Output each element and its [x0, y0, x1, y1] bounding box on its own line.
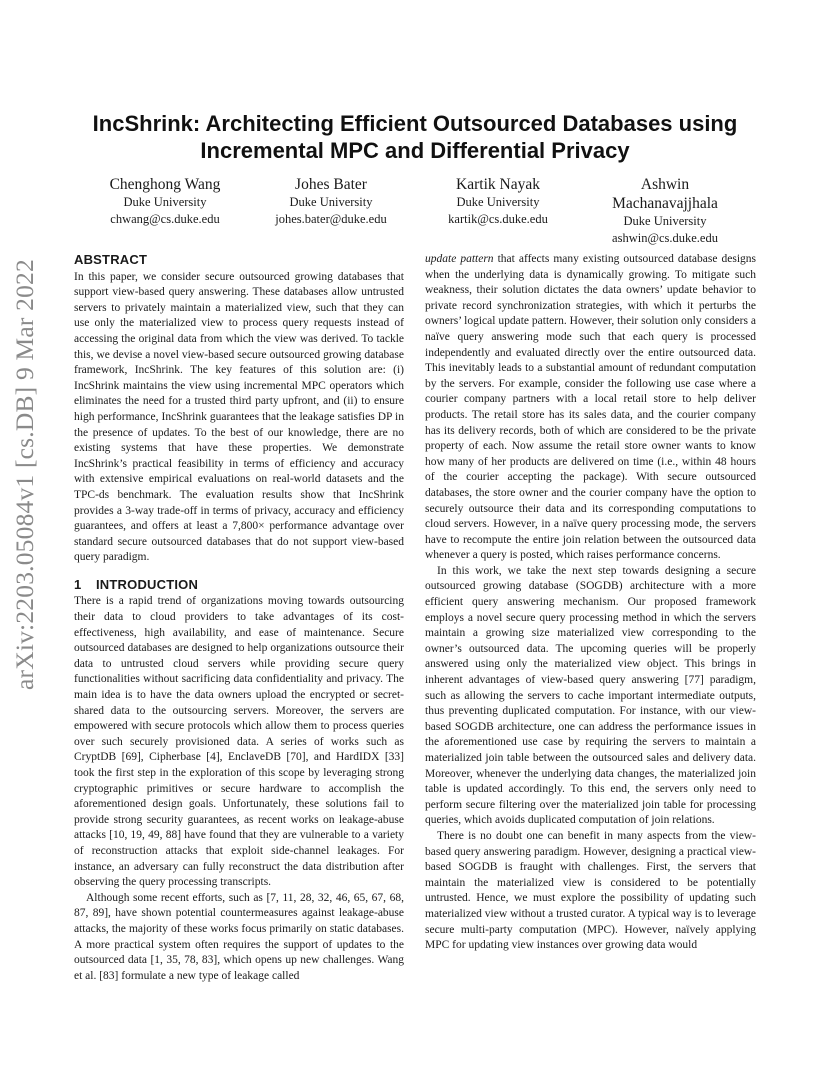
abstract-text: In this paper, we consider secure outsourced growing databases that support view-based query answering. These databases allow untrusted servers to privately maintain a materialized view, such that they can use only the materialized view to process query requests instead of accessing the original data from which the view was derived. To tackle this, we devise a novel view-based secure outsourced growing database framework, IncShrink. The key features of this solution are: (i) IncShrink maintains the view using incremental MPC operators which eliminates the need for a trusted third party upfront, and (ii) to ensure high performance, IncShrink guarantees that the leakage satisfies DP in the presence of updates. To the best of our knowledge, there are no existing systems that have these properties. We demonstrate IncShrink’s practical feasibility in terms of efficiency and accuracy with extensive empirical evaluations on real-world datasets and the TPC-ds benchmark. The evaluation results show that IncShrink provides a 3-way trade-off in terms of privacy, accuracy and efficiency guarantees, and offers at least a 7,800× performance advantage over standard secure outsourced databases that do not support view-based query paradigm. [74, 270, 404, 564]
author-affiliation: Duke University [289, 195, 373, 209]
right-column [425, 252, 756, 954]
author-email: kartik@cs.duke.edu [448, 212, 548, 226]
left-column [74, 252, 404, 984]
author-3 [413, 175, 583, 228]
author-email: ashwin@cs.duke.edu [612, 231, 718, 245]
intro-paragraph-2: Although some recent efforts, such as [7, 11, 28, 32, 46, 65, 67, 68, 87, 89], have shown potential countermeasures against leakage-abuse attacks, the majority of these works focus primarily on static databases. A more practical system often requires the support of updates to the outsourced data [1, 35, 78, 83], which opens up new challenges. Wang et al. [83] formulate a new type of leakage called [74, 891, 404, 982]
intro-paragraph-1: There is a rapid trend of organizations moving towards outsourcing their data to cloud providers to take advantages of its cost-effectiveness, high availability, and ease of maintenance. Secure outsourced databases are designed to help organizations outsource their data to untrusted cloud servers while providing secure query functionalities without sacrificing data confidentiality and privacy. The main idea is to have the data owners upload the encrypted or secret-shared data to the outsourcing servers. Moreover, the servers are empowered with secure protocols which allow them to process queries over such securely provisioned data. A series of works such as CryptDB [69], Cipherbase [4], EnclaveDB [70], and HardIDX [33] took the first step in the exploration of this scope by leveraging strong cryptographic primitives or secure hardware to accomplish the aforementioned design goals. Unfortunately, these solutions fail to provide strong security guarantees, as recent works on leakage-abuse attacks [10, 19, 49, 88] have found that they are vulnerable to a variety of reconstruction attacks that exploit side-channel leakages. For instance, an adversary can fully reconstruct the data distribution after observing the query processing transcripts. [74, 595, 404, 889]
section-title: INTRODUCTION [96, 576, 199, 592]
author-name: Chenghong Wang [109, 176, 221, 193]
arxiv-identifier: arXiv:2203.05084v1 [cs.DB] 9 Mar 2022 [10, 259, 39, 690]
author-4 [580, 175, 750, 247]
title-line-2: Incremental MPC and Differential Privacy [200, 138, 630, 163]
right-paragraph-2: In this work, we take the next step towards designing a secure outsourced growing database (SOGDB) architecture with a more efficient query answering mechanism. Our proposed framework employs a novel secure query processing method in which the servers maintain a growing size materialized view corresponding to the owner’s outsourced data. The upcoming queries will be properly answered using only the materialized view object. This brings in inherent advantages of view-based query answering [77] paradigm, such as allowing the servers to cache important intermediate outputs, thus preventing duplicated computation. For instance, with our view-based SOGDB architecture, one can address the performance issues in the aforementioned use case by requiring the servers to maintain a materialized join table between the outsourced sales and delivery data. Moreover, whenever the underlying data changes, the materialized join table is updated accordingly. To this end, the servers only need to perform secure filtering over the materialized join table for processing queries, which avoids duplicated computation of join relations. [425, 564, 756, 827]
paragraph-text: that affects many existing outsourced database designs when the underlying data is dynamically growing. To mitigate such weakness, their solution dictates the data owners’ update behavior to private record synchronization strategies, with which it perturbs the owners’ logical update pattern. However, their solution only considers a naïve query answering mode such that each query is processed independently and evaluated directly over the entire outsourced data. This inevitably leads to a substantial amount of redundant computation by the servers. For example, consider the following use case where a courier company partners with a local retail store to help deliver products. The retail store has its sales data, and the courier company has its delivery records, both of which are considered to be the private property of each. Now assume the retail store owner wants to know how many of her products are delivered on time (i.e., within 48 hours of the courier accepting the package). With secure outsourced databases, the store owner and the courier company have the option to securely outsource their data and its corresponding computations to cloud servers. However, in a naïve query processing mode, the servers have to recompute the entire join relation between the outsourced data whenever a query is posted, which raises performance concerns. [425, 253, 756, 562]
author-email: chwang@cs.duke.edu [110, 212, 220, 226]
italic-term: update pattern [425, 253, 494, 265]
abstract-heading: ABSTRACT [74, 252, 148, 267]
author-name-line-2: Machanavajjhala [612, 195, 718, 212]
author-2 [246, 175, 416, 228]
author-affiliation: Duke University [623, 214, 707, 228]
paper-title [60, 110, 770, 164]
right-paragraph-3: There is no doubt one can benefit in many aspects from the view-based query answering paradigm. However, designing a practical view-based SOGDB is fraught with challenges. First, the servers that maintain the materialized view is considered to be potentially untrusted. Hence, we must explore the possibility of updating such materialized view without a trusted curator. A typical way is to leverage secure multi-party computation (MPC). However, naïvely applying MPC for updating view instances over growing data would [425, 829, 756, 952]
right-paragraph-1 [425, 252, 756, 564]
introduction-heading [74, 577, 404, 593]
author-affiliation: Duke University [123, 195, 207, 209]
author-name: Kartik Nayak [456, 176, 540, 193]
title-line-1: IncShrink: Architecting Efficient Outsourced Databases using [92, 111, 738, 136]
author-affiliation: Duke University [456, 195, 540, 209]
section-number: 1 [74, 576, 82, 592]
author-email: johes.bater@duke.edu [275, 212, 387, 226]
author-name-line-1: Ashwin [640, 176, 690, 193]
author-name: Johes Bater [295, 176, 367, 193]
author-1 [80, 175, 250, 228]
